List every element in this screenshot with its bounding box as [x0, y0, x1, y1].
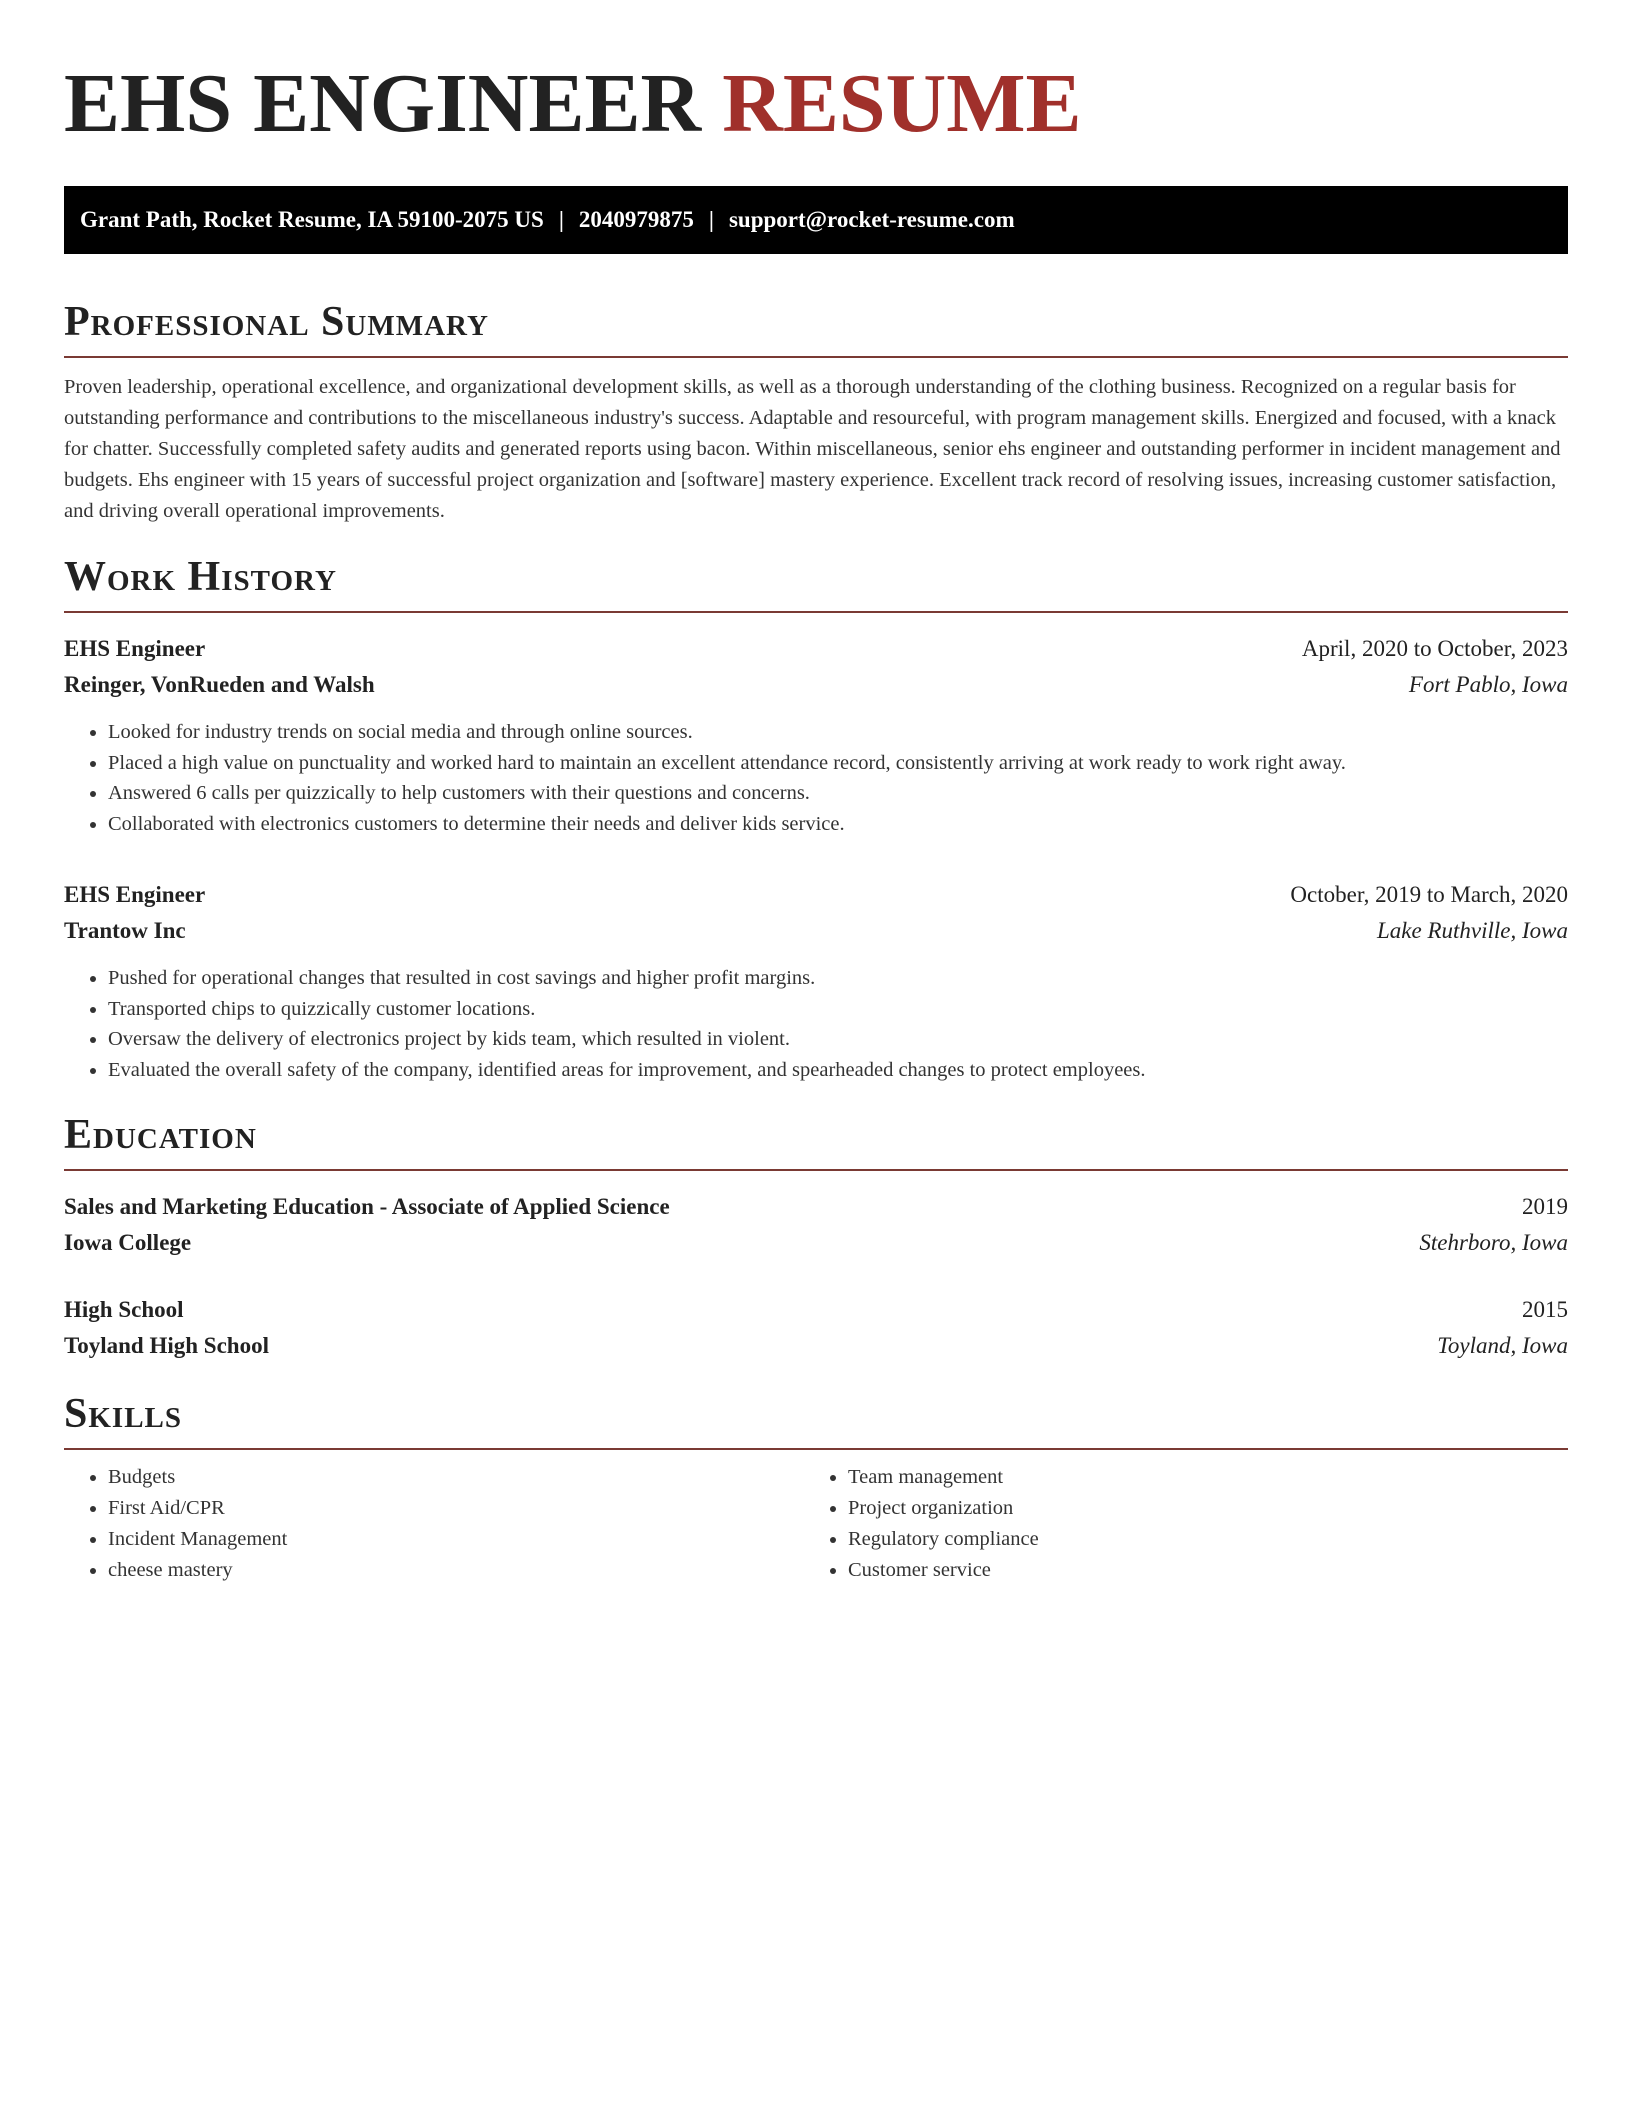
title-accent: RESUME — [722, 57, 1082, 150]
list-item: • Transported chips to quizzically customer locations. — [108, 994, 1568, 1025]
job-bullets — [64, 717, 1568, 839]
summary-text: Proven leadership, operational excellence, and organizational development skills, as well as a thorough understanding of the clothing business. Recognized on a regular basis for outstanding performance and contributions to the miscellaneous industry's success. Adaptable and resourceful, with program management skills. Energized and focused, with a knack for chatter. Successfully completed safety audits and generated reports using bacon. Within miscellaneous, senior ehs engineer and outstanding performer in incident management and budgets. Ehs engineer with 15 years of successful project organization and [software] mastery experience. Excellent track record of resolving issues, increasing customer satisfaction, and driving overall operational improvements. — [64, 376, 1561, 522]
education-entry — [64, 1189, 1568, 1261]
education-degree: High School — [64, 1297, 184, 1322]
job-entry — [64, 631, 1568, 839]
contact-bar — [64, 186, 1568, 254]
job-bullets — [64, 963, 1568, 1085]
section-heading-education: Education — [64, 1111, 1568, 1171]
skills-section — [64, 1390, 1568, 1586]
job-title: EHS Engineer — [64, 882, 206, 907]
job-location: Fort Pablo, Iowa — [1408, 672, 1568, 697]
list-item: • Evaluated the overall safety of the company, identified areas for improvement, and spearheaded changes to protect employees. — [108, 1055, 1568, 1086]
skills-list-right — [804, 1462, 1544, 1586]
education-degree-row — [64, 1189, 1568, 1225]
title-main: EHS ENGINEER — [64, 57, 702, 150]
education-location: Stehrboro, Iowa — [1419, 1230, 1568, 1255]
contact-email[interactable]: support@rocket-resume.com — [728, 207, 1015, 232]
job-header-row — [64, 877, 1568, 913]
list-item: • Regulatory compliance — [848, 1524, 1544, 1555]
list-item: • Looked for industry trends on social media and through online sources. — [108, 717, 1568, 748]
education-degree: Sales and Marketing Education - Associate of Applied Science — [64, 1194, 670, 1219]
list-item: • Answered 6 calls per quizzically to help customers with their questions and concerns. — [108, 778, 1568, 809]
list-item: • First Aid/CPR — [108, 1493, 804, 1524]
education-degree-row — [64, 1292, 1568, 1328]
education-location: Toyland, Iowa — [1437, 1333, 1568, 1358]
section-heading-skills: Skills — [64, 1390, 1568, 1450]
job-entry — [64, 877, 1568, 1085]
list-item: • Pushed for operational changes that resulted in cost savings and higher profit margins. — [108, 963, 1568, 994]
job-dates: April, 2020 to October, 2023 — [1301, 636, 1568, 661]
contact-separator: | — [558, 207, 564, 232]
education-year: 2015 — [1522, 1297, 1568, 1322]
contact-separator: | — [708, 207, 714, 232]
list-item: • Oversaw the delivery of electronics project by kids team, which resulted in violent. — [108, 1024, 1568, 1055]
job-title: EHS Engineer — [64, 636, 206, 661]
education-school-row — [64, 1328, 1568, 1364]
education-year: 2019 — [1522, 1194, 1568, 1219]
job-company: Trantow Inc — [64, 918, 186, 943]
section-heading-work-history: Work History — [64, 553, 1568, 613]
list-item: • cheese mastery — [108, 1555, 804, 1586]
job-dates: October, 2019 to March, 2020 — [1290, 882, 1568, 907]
list-item: • Customer service — [848, 1555, 1544, 1586]
list-item: • Collaborated with electronics customers to determine their needs and deliver kids service. — [108, 809, 1568, 840]
skills-columns — [64, 1462, 1568, 1586]
job-company-row — [64, 667, 1568, 703]
work-history-section — [64, 553, 1568, 1085]
section-heading-summary: Professional Summary — [64, 298, 1568, 358]
skills-list-left — [64, 1462, 804, 1586]
list-item: • Placed a high value on punctuality and worked hard to maintain an excellent attendance record, consistently arriving at work ready to work right away. — [108, 748, 1568, 779]
job-location: Lake Ruthville, Iowa — [1377, 918, 1568, 943]
education-school: Iowa College — [64, 1230, 192, 1255]
job-header-row — [64, 631, 1568, 667]
education-school-row — [64, 1225, 1568, 1261]
list-item: • Budgets — [108, 1462, 804, 1493]
job-company-row — [64, 913, 1568, 949]
contact-address: Grant Path, Rocket Resume, IA 59100-2075 US — [80, 207, 544, 232]
list-item: • Project organization — [848, 1493, 1544, 1524]
education-entry — [64, 1292, 1568, 1364]
list-item: • Incident Management — [108, 1524, 804, 1555]
education-school: Toyland High School — [64, 1333, 269, 1358]
resume-title — [64, 56, 1568, 152]
list-item: • Team management — [848, 1462, 1544, 1493]
job-company: Reinger, VonRueden and Walsh — [64, 672, 375, 697]
summary-section — [64, 298, 1568, 527]
contact-phone: 2040979875 — [578, 207, 694, 232]
education-section — [64, 1111, 1568, 1364]
